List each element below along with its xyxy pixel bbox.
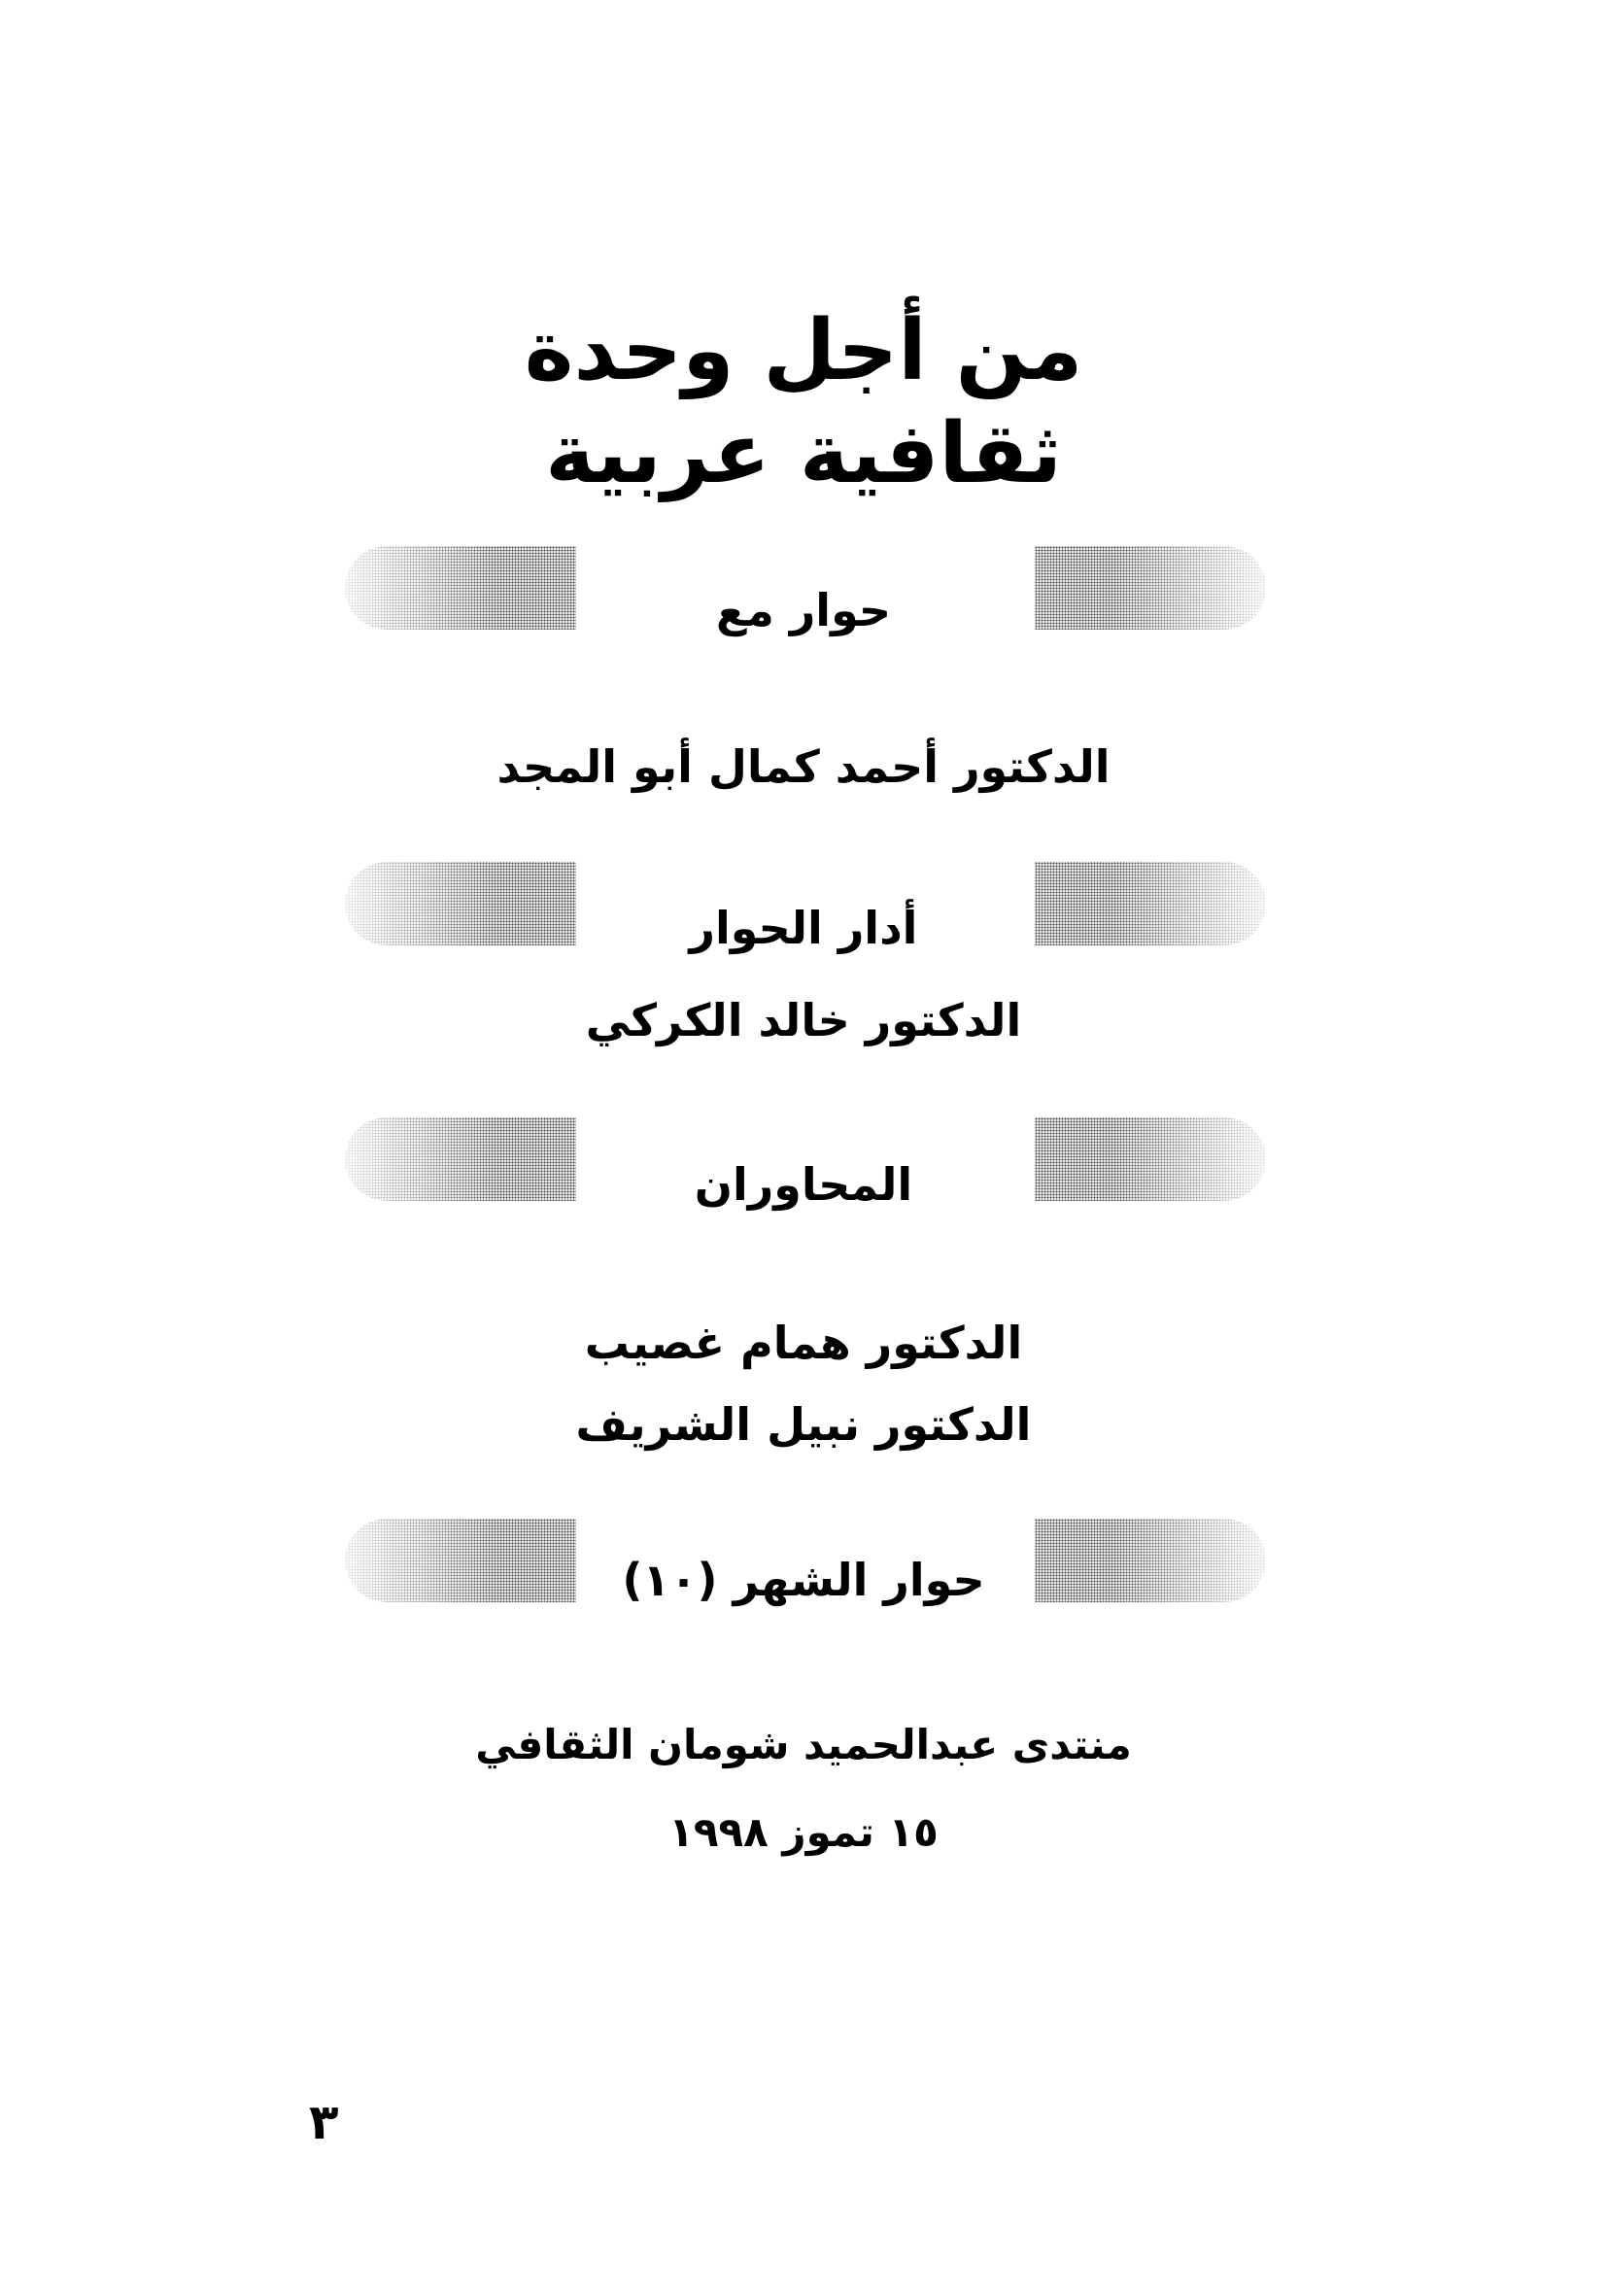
moderated-by-label: أدار الحوار [689,902,918,954]
interlocutors-label: المحاوران [694,1158,913,1211]
interlocutor-1-name: الدكتور همام غصيب [584,1317,1023,1369]
title-line-1: من أجل وحدة [524,302,1083,399]
moderator-name: الدكتور خالد الكركي [585,994,1022,1046]
organization-name: منتدى عبدالحميد شومان الثقافي [475,1721,1132,1768]
interlocutor-2-name: الدكتور نبيل الشريف [575,1398,1032,1451]
guest-name: الدكتور أحمد كمال أبو المجد [496,740,1111,793]
event-date: ١٥ تموز ١٩٩٨ [668,1808,939,1856]
page-number: ٣ [309,2094,339,2150]
title-line-2: ثقافية عربية [545,405,1062,502]
series-label: حوار الشهر (١٠) [622,1554,985,1606]
interview-with-label: حوار مع [715,584,892,636]
